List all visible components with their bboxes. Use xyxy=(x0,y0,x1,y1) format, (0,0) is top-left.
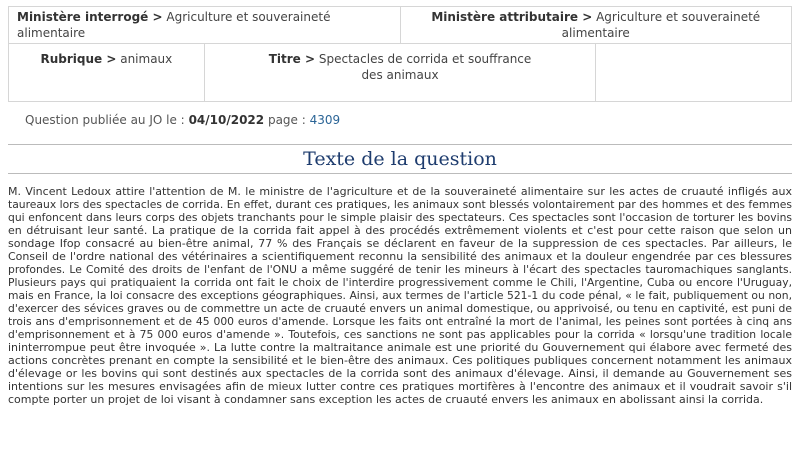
question-text-line: d'élevage or les bovins qui sont destinés aux spectacles de la corrida sont des animaux d'élevage. Ainsi, il demande au Gouvernement ses xyxy=(8,367,792,380)
question-text-line: mais en France, la loi consacre des exceptions géographiques. Ainsi, aux termes de l'article 521-1 du code pénal, « le fait, publiquement ou non, xyxy=(8,289,792,302)
question-text-line: M. Vincent Ledoux attire l'attention de M. le ministre de l'agriculture et de la souveraineté alimentaire sur les actes de cruauté infligés aux xyxy=(8,185,792,198)
ministere-attributaire-label: Ministère attributaire > xyxy=(431,10,593,24)
ministere-interroge-value: Agriculture et souveraineté alimentaire xyxy=(17,10,331,40)
publication-info xyxy=(25,113,340,127)
titre-value-line2: des animaux xyxy=(361,68,439,82)
publication-date: 04/10/2022 xyxy=(188,113,265,127)
question-text-line: compte porter un projet de loi visant à condamner sans exception les actes de cruauté envers les animaux en abolissant ainsi la corrida. xyxy=(8,393,764,406)
question-text-line: profondes. Le Comité des droits de l'enfant de l'ONU a même suggéré de tenir les mineurs à l'écart des spectacles tauromachiques sanglants. xyxy=(8,263,792,276)
question-heading: Texte de la question xyxy=(8,144,792,174)
question-text-line: intentions sur les mesures envisagées afin de mieux lutter contre ces pratiques mortifères à l'encontre des animaux et il voudrait savoir s'il xyxy=(8,380,792,393)
question-text-line: Plusieurs pays qui pratiquaient la corrida ont fait le choix de l'interdire progressivement comme le Chili, l'Argentine, Cuba ou encore l'Uruguay, xyxy=(8,276,792,289)
rubrique-value: animaux xyxy=(120,52,173,66)
titre-label: Titre > xyxy=(268,52,316,66)
publication-prefix: Question publiée au JO le : xyxy=(25,113,185,127)
ministere-interroge-label: Ministère interrogé > xyxy=(17,10,163,24)
question-text-line: taureaux lors des spectacles de corrida. En effet, durant ces pratiques, les animaux sont blessés volontairement par des hommes et des femmes xyxy=(8,198,792,211)
question-text-line: sondage Ifop consacré au bien-être animal, 77 % des Français se déclarent en faveur de la suppression de ces spectacles. Par ailleurs, le xyxy=(8,237,792,250)
rubrique-cell xyxy=(9,44,205,102)
question-text-line: qui enfoncent dans leurs corps des objets tranchants pour le simple plaisir des spectateurs. Ces spectacles sont l'occasion de torturer les bovins xyxy=(8,211,792,224)
question-text-line: d'emprisonnement et à 75 000 euros d'amende ». Toutefois, ces sanctions ne sont pas applicables pour la corrida « lorsqu'une tradition locale xyxy=(8,328,792,341)
question-text-line: en détruisant leur santé. La pratique de la corrida fait appel à des procédés extrêmement violents et c'est pour cette raison que selon un xyxy=(8,224,792,237)
question-text-line: d'exercer des sévices graves ou de commettre un acte de cruauté envers un animal domestique, ou apprivoisé, ou tenu en captivité, est puni de xyxy=(8,302,792,315)
publication-page-link[interactable]: 4309 xyxy=(309,113,341,127)
rubrique-label: Rubrique > xyxy=(40,52,117,66)
question-text xyxy=(8,185,792,406)
publication-page-label: page : xyxy=(267,113,306,127)
ministere-interroge-cell xyxy=(9,7,401,44)
ministere-attributaire-cell xyxy=(400,7,792,44)
question-text-line: trois ans d'emprisonnement et de 45 000 euros d'amende. Lorsque les faits ont entraîné la mort de l'animal, les peines sont portées à cinq ans xyxy=(8,315,792,328)
question-text-line: actions concrètes prenant en compte la sensibilité et le bien-être des animaux. Ces politiques publiques concernent notamment les animaux xyxy=(8,354,792,367)
question-text-line: Conseil de l'ordre national des vétérinaires a scientifiquement reconnu la sensibilité des animaux et la douleur engendrée par ces blessures xyxy=(8,250,792,263)
titre-cell xyxy=(204,44,596,102)
ministere-attributaire-value: Agriculture et souveraineté alimentaire xyxy=(561,10,761,40)
question-text-line: ininterrompue peut être invoquée ». La lutte contre la maltraitance animale est une priorité du Gouvernement qui élabore avec fermeté des xyxy=(8,341,792,354)
question-metadata-table xyxy=(8,6,792,102)
titre-value-line1: Spectacles de corrida et souffrance xyxy=(318,52,532,66)
empty-cell xyxy=(596,44,792,102)
